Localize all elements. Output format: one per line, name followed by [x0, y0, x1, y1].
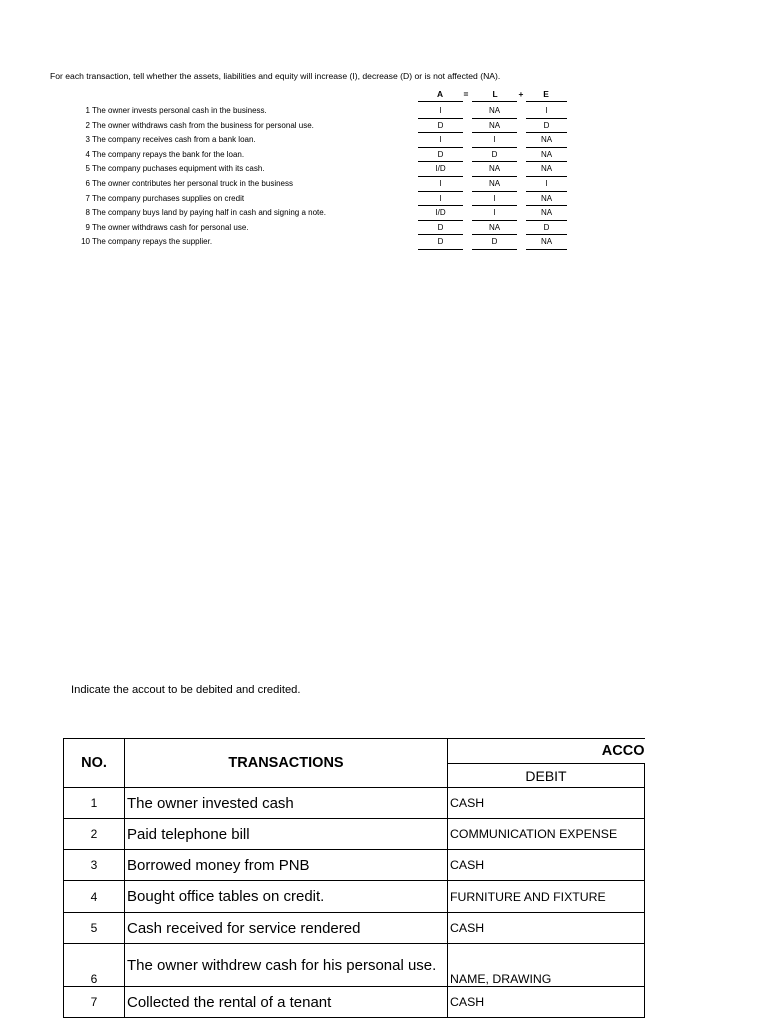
- row-number: 4: [64, 881, 125, 913]
- header-accounts: ACCO: [448, 739, 645, 764]
- answer-equity: NA: [526, 162, 567, 177]
- row-number: 1: [64, 788, 125, 819]
- answer-assets: I: [418, 133, 463, 148]
- answer-equity: NA: [526, 133, 567, 148]
- transaction-row: [70, 221, 410, 236]
- answer-liabilities: NA: [472, 119, 517, 134]
- transaction-row: [70, 206, 410, 221]
- transaction-row: [70, 192, 410, 207]
- transaction-list: [70, 104, 410, 250]
- answer-assets: D: [418, 148, 463, 163]
- answer-assets: D: [418, 119, 463, 134]
- answer-equity: NA: [526, 148, 567, 163]
- transaction-number: 10: [81, 237, 90, 247]
- answer-equity: D: [526, 221, 567, 236]
- table-row: [64, 819, 645, 850]
- answer-liabilities: NA: [472, 162, 517, 177]
- transaction-text: The company puchases equipment with its cash.: [92, 164, 265, 174]
- header-equity: E: [543, 89, 549, 99]
- answer-liabilities: D: [472, 235, 517, 250]
- transaction-text: The company buys land by paying half in cash and signing a note.: [92, 208, 326, 218]
- answer-assets: D: [418, 235, 463, 250]
- transaction-row: [70, 148, 410, 163]
- header-transactions: TRANSACTIONS: [125, 739, 448, 788]
- transaction-text: The owner withdraws cash for personal use.: [92, 222, 249, 232]
- answer-liabilities: I: [472, 133, 517, 148]
- table-row: [64, 788, 645, 819]
- answer-assets: I: [418, 177, 463, 192]
- transaction-text: The owner contributes her personal truck in the business: [92, 178, 293, 188]
- answer-liabilities: I: [472, 206, 517, 221]
- answer-equity: NA: [526, 235, 567, 250]
- instruction-text-2: Indicate the accout to be debited and credited.: [71, 684, 301, 696]
- debit-account-cell: FURNITURE AND FIXTURE: [448, 881, 645, 913]
- row-number: 3: [64, 850, 125, 881]
- header-underline-e: [526, 101, 567, 102]
- debit-account-cell: COMMUNICATION EXPENSE: [448, 819, 645, 850]
- transaction-cell: The owner withdrew cash for his personal use.: [125, 944, 448, 987]
- debit-account-cell: CASH: [448, 913, 645, 944]
- row-number: 2: [64, 819, 125, 850]
- answer-equity: NA: [526, 192, 567, 207]
- transaction-row: [70, 133, 410, 148]
- transaction-text: The company repays the supplier.: [92, 237, 213, 247]
- transaction-cell: The owner invested cash: [125, 788, 448, 819]
- transaction-row: [70, 177, 410, 192]
- header-plus: +: [518, 89, 524, 99]
- transaction-cell: Borrowed money from PNB: [125, 850, 448, 881]
- answer-assets: I/D: [418, 206, 463, 221]
- row-number: 5: [64, 913, 125, 944]
- transaction-text: The company purchases supplies on credit: [92, 193, 245, 203]
- answer-liabilities: D: [472, 148, 517, 163]
- header-assets: A: [436, 89, 444, 99]
- transaction-text: The owner withdraws cash from the business for personal use.: [92, 120, 314, 130]
- answer-liabilities: NA: [472, 104, 517, 119]
- answer-equity: I: [526, 104, 567, 119]
- transaction-row: [70, 162, 410, 177]
- transaction-row: [70, 119, 410, 134]
- row-number: 6: [64, 944, 125, 987]
- transaction-text: The company receives cash from a bank loan.: [92, 135, 256, 145]
- debit-account-cell: NAME, DRAWING: [448, 944, 645, 987]
- answer-equity: NA: [526, 206, 567, 221]
- answer-assets: I: [418, 104, 463, 119]
- header-no: NO.: [64, 739, 125, 788]
- transaction-number: 9: [85, 222, 90, 232]
- table-row: [64, 850, 645, 881]
- transaction-text: The owner invests personal cash in the business.: [92, 106, 267, 115]
- header-underline-a: [418, 101, 463, 102]
- debit-account-cell: CASH: [448, 850, 645, 881]
- answer-equity: I: [526, 177, 567, 192]
- header-equals: =: [463, 89, 469, 99]
- instruction-text-1: For each transaction, tell whether the assets, liabilities and equity will increase (I), decrease (D) or is not affected (NA).: [50, 71, 501, 81]
- header-liabilities: L: [492, 89, 498, 99]
- transaction-number: 8: [85, 208, 90, 218]
- table-row: [64, 913, 645, 944]
- answer-liabilities: NA: [472, 177, 517, 192]
- transaction-number: 6: [85, 178, 90, 188]
- answer-assets: I/D: [418, 162, 463, 177]
- table-row: [64, 944, 645, 987]
- transaction-text: The company repays the bank for the loan.: [92, 149, 245, 159]
- transaction-number: 4: [85, 149, 90, 159]
- transaction-number: 3: [85, 135, 90, 145]
- transaction-number: 2: [85, 120, 90, 130]
- transaction-number: 7: [85, 193, 90, 203]
- header-underline-l: [472, 101, 517, 102]
- transaction-cell: Cash received for service rendered: [125, 913, 448, 944]
- transaction-cell: Collected the rental of a tenant: [125, 987, 448, 1018]
- debit-account-cell: CASH: [448, 987, 645, 1018]
- answer-liabilities: NA: [472, 221, 517, 236]
- table-row: [64, 987, 645, 1018]
- debit-account-cell: CASH: [448, 788, 645, 819]
- answer-liabilities: I: [472, 192, 517, 207]
- transaction-row: [70, 104, 410, 119]
- transaction-cell: Bought office tables on credit.: [125, 881, 448, 913]
- answer-assets: I: [418, 192, 463, 207]
- transaction-number: 1: [85, 106, 90, 115]
- answer-equity: D: [526, 119, 567, 134]
- transaction-number: 5: [85, 164, 90, 174]
- answer-assets: D: [418, 221, 463, 236]
- transaction-row: [70, 235, 410, 250]
- row-number: 7: [64, 987, 125, 1018]
- table-row: [64, 881, 645, 913]
- transaction-cell: Paid telephone bill: [125, 819, 448, 850]
- header-debit: DEBIT: [448, 764, 645, 788]
- accounts-table: [63, 738, 645, 1018]
